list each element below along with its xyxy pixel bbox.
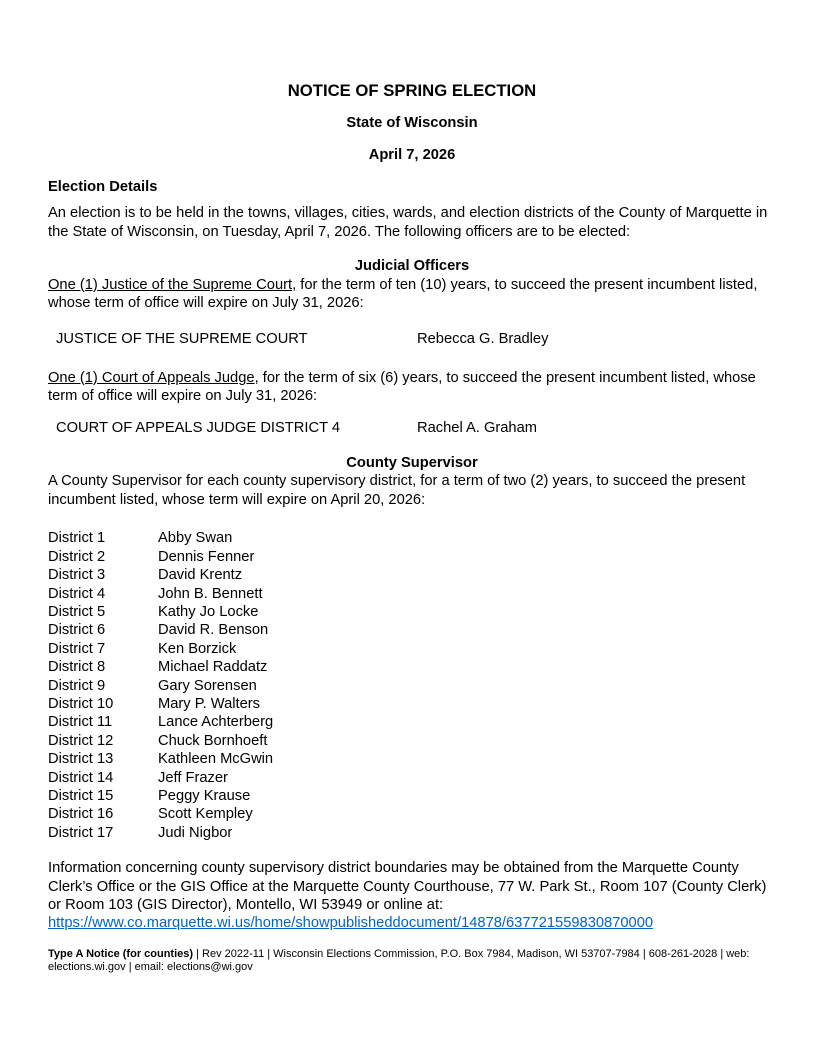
district-list — [48, 529, 776, 842]
district-row-3 — [48, 566, 776, 584]
district-incumbent: David Krentz — [158, 567, 243, 584]
boundaries-document-link[interactable]: https://www.co.marquette.wi.us/home/showpublisheddocument/14878/637721559830870000 — [48, 915, 654, 932]
district-label: District 5 — [48, 603, 106, 620]
district-row-5 — [48, 603, 776, 621]
district-incumbent: Kathleen McGwin — [158, 751, 274, 768]
supreme-court-paragraph — [48, 276, 776, 313]
district-incumbent: Abby Swan — [158, 530, 233, 547]
district-label: District 7 — [48, 640, 106, 657]
district-incumbent: Jeff Frazer — [158, 769, 228, 786]
district-row-15 — [48, 787, 776, 805]
district-row-2 — [48, 548, 776, 566]
district-row-16 — [48, 805, 776, 823]
county-supervisor-heading: County Supervisor — [346, 455, 478, 472]
appeals-judge-lead: One (1) Court of Appeals Judge — [48, 369, 255, 386]
district-label: District 2 — [48, 548, 106, 565]
supreme-court-row — [48, 330, 776, 348]
district-row-10 — [48, 695, 776, 713]
district-label: District 6 — [48, 622, 106, 639]
district-label: District 4 — [48, 585, 106, 602]
appeals-judge-paragraph — [48, 369, 776, 406]
boundaries-info-paragraph — [48, 859, 776, 933]
district-label: District 10 — [48, 695, 114, 712]
district-label: District 13 — [48, 751, 114, 768]
district-row-9 — [48, 677, 776, 695]
district-incumbent: Michael Raddatz — [158, 659, 268, 676]
district-row-6 — [48, 621, 776, 639]
footer-details: | Rev 2022-11 | Wisconsin Elections Commission, P.O. Box 7984, Madison, WI 53707-7984 | 608-261-2028 | web: elections.wi.gov | email: elections@wi.gov — [48, 947, 750, 973]
supreme-court-rest: for the term of ten (10) years, to succeed the present incumbent listed, whose term of office will expire on July 31, 2026: — [48, 276, 758, 312]
appeals-judge-incumbent: Rachel A. Graham — [417, 419, 538, 436]
appeals-judge-office: COURT OF APPEALS JUDGE DISTRICT 4 — [56, 419, 341, 436]
election-details-heading: Election Details — [48, 179, 158, 195]
district-row-1 — [48, 529, 776, 547]
boundaries-info-text: Information concerning county supervisory district boundaries may be obtained from the Marquette County Clerk’s Office or the GIS Office at the Marquette County Courthouse, 77 W. Park St., Room 107 (County Clerk) or Room 103 (GIS Director), Montello, WI 53949 or online at: — [48, 860, 767, 913]
district-incumbent: Gary Sorensen — [158, 677, 257, 694]
district-incumbent: Chuck Bornhoeft — [158, 732, 268, 749]
district-row-14 — [48, 769, 776, 787]
district-incumbent: Kathy Jo Locke — [158, 603, 259, 620]
district-label: District 12 — [48, 732, 114, 749]
district-label: District 15 — [48, 787, 114, 804]
district-row-11 — [48, 713, 776, 731]
district-row-8 — [48, 658, 776, 676]
district-row-17 — [48, 824, 776, 842]
district-row-7 — [48, 640, 776, 658]
district-label: District 1 — [48, 530, 106, 547]
district-row-12 — [48, 732, 776, 750]
judicial-officers-heading: Judicial Officers — [354, 258, 470, 275]
supreme-court-lead: One (1) Justice of the Supreme Court, — [48, 276, 297, 293]
supreme-court-office: JUSTICE OF THE SUPREME COURT — [56, 331, 308, 348]
district-incumbent: Lance Achterberg — [158, 714, 274, 731]
supreme-court-incumbent: Rebecca G. Bradley — [417, 331, 549, 348]
district-label: District 14 — [48, 769, 114, 786]
district-label: District 9 — [48, 677, 106, 694]
district-incumbent: Peggy Krause — [158, 787, 251, 804]
county-supervisor-paragraph: A County Supervisor for each county supervisory district, for a term of two (2) years, to succeed the present incumbent listed, whose term will expire on April 20, 2026: — [48, 473, 746, 508]
district-label: District 3 — [48, 567, 106, 584]
district-incumbent: Mary P. Walters — [158, 695, 261, 712]
district-label: District 17 — [48, 824, 114, 841]
district-incumbent: Scott Kempley — [158, 806, 253, 823]
district-row-4 — [48, 585, 776, 603]
appeals-judge-row — [48, 419, 776, 437]
election-intro-paragraph: An election is to be held in the towns, villages, cities, wards, and election districts of the County of Marquette in the State of Wisconsin, on Tuesday, April 7, 2026. The following officers are to be elected: — [48, 205, 768, 240]
district-incumbent: David R. Benson — [158, 622, 269, 639]
district-incumbent: Judi Nigbor — [158, 824, 233, 841]
district-incumbent: Ken Borzick — [158, 640, 237, 657]
district-label: District 11 — [48, 714, 113, 731]
district-incumbent: John B. Bennett — [158, 585, 263, 602]
notice-footer — [48, 948, 776, 974]
district-label: District 8 — [48, 659, 106, 676]
date-subtitle: April 7, 2026 — [368, 147, 456, 163]
district-incumbent: Dennis Fenner — [158, 548, 255, 565]
district-label: District 16 — [48, 806, 114, 823]
footer-notice-type: Type A Notice (for counties) — [48, 947, 194, 960]
district-row-13 — [48, 750, 776, 768]
appeals-judge-rest: , for the term of six (6) years, to succeed the present incumbent listed, whose term of office will expire on July 31, 2026: — [48, 369, 756, 405]
page-title: NOTICE OF SPRING ELECTION — [287, 81, 537, 100]
state-subtitle: State of Wisconsin — [346, 115, 478, 131]
